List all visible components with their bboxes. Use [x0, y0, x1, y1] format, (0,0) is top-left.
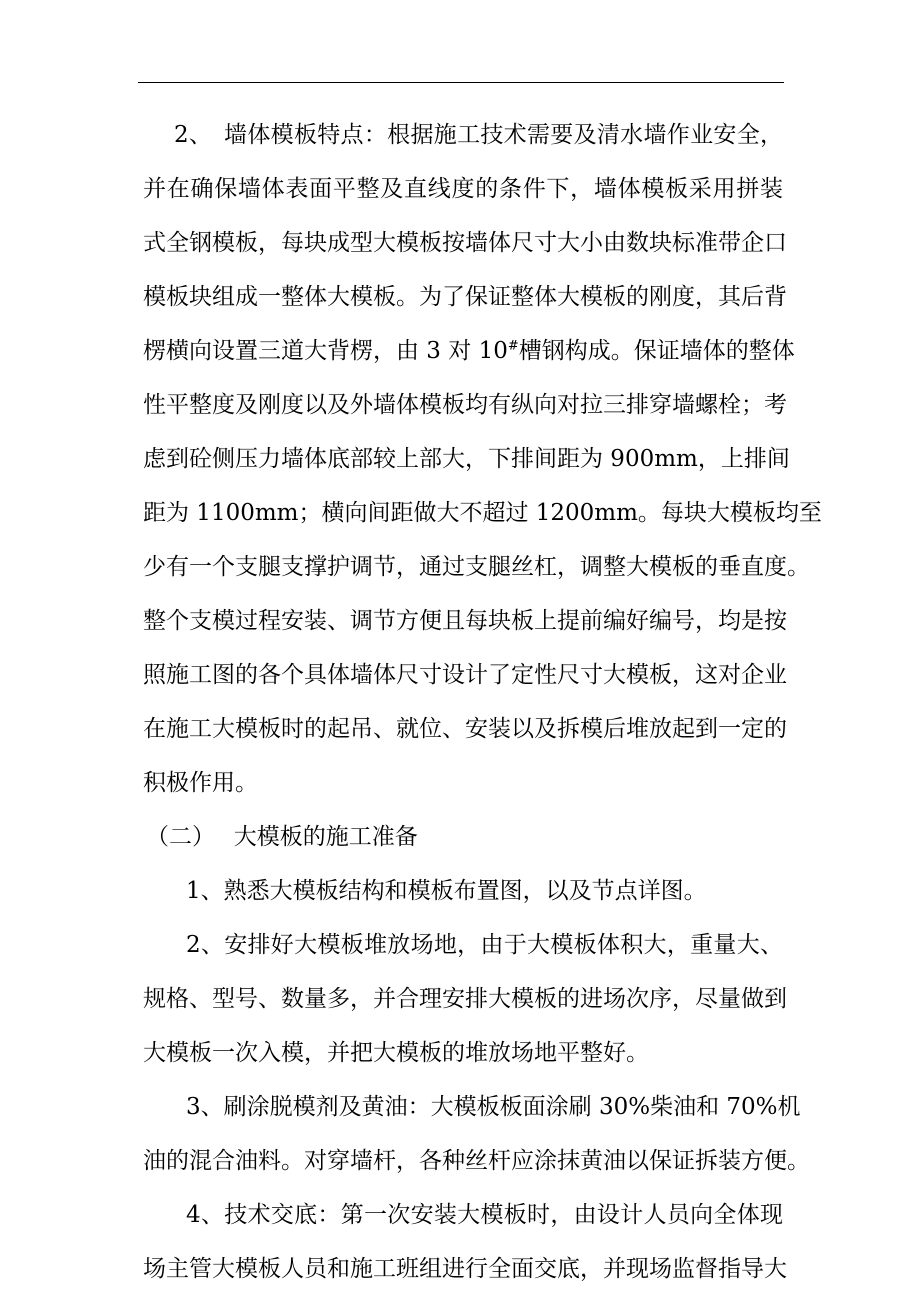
- text-segment: 槽钢构成。保证墙体的整体: [518, 338, 795, 364]
- list-item: 1、熟悉大模板结构和模板布置图，以及节点详图。: [186, 878, 707, 904]
- text-line: 整个支模过程安装、调节方便且每块板上提前编好编号，均是按: [143, 608, 787, 634]
- list-item: 4、技术交底：第一次安装大模板时，由设计人员向全体现: [186, 1202, 783, 1228]
- section-heading: （二） 大模板的施工准备: [146, 824, 418, 850]
- text-line: 2、 墙体模板特点：根据施工技术需要及清水墙作业安全，: [174, 122, 783, 148]
- text-line: 少有一个支腿支撑护调节，通过支腿丝杠，调整大模板的垂直度。: [143, 554, 810, 580]
- text-line: 性平整度及刚度以及外墙体模板均有纵向对拉三排穿墙螺栓；考: [143, 392, 787, 418]
- header-rule: [138, 82, 784, 83]
- superscript-mark: #: [507, 338, 519, 354]
- text-line: 规格、型号、数量多，并合理安排大模板的进场次序，尽量做到: [143, 986, 787, 1012]
- list-item: 3、刷涂脱模剂及黄油：大模板板面涂刷 30%柴油和 70%机: [186, 1094, 801, 1120]
- text-line: 并在确保墙体表面平整及直线度的条件下，墙体模板采用拼装: [143, 176, 783, 202]
- text-line: 大模板一次入模，并把大模板的堆放场地平整好。: [143, 1040, 649, 1066]
- text-line: 积极作用。: [143, 770, 258, 796]
- text-line: 距为 1100mm；横向间距做大不超过 1200mm。每块大模板均至: [143, 500, 822, 526]
- text-line: 场主管大模板人员和施工班组进行全面交底，并现场监督指导大: [143, 1256, 787, 1282]
- text-line-with-superscript: [143, 336, 795, 366]
- text-line: 在施工大模板时的起吊、就位、安装以及拆模后堆放起到一定的: [143, 716, 787, 742]
- list-item: 2、安排好大模板堆放场地，由于大模板体积大，重量大、: [186, 932, 783, 958]
- text-line: 模板块组成一整体大模板。为了保证整体大模板的刚度，其后背: [143, 284, 787, 310]
- text-line: 油的混合油料。对穿墙杆，各种丝杆应涂抹黄油以保证拆装方便。: [143, 1148, 810, 1174]
- text-line: 照施工图的各个具体墙体尺寸设计了定性尺寸大模板，这对企业: [143, 662, 787, 688]
- text-line: 虑到砼侧压力墙体底部较上部大，下排间距为 900mm，上排间: [143, 446, 790, 472]
- text-line: 式全钢模板，每块成型大模板按墙体尺寸大小由数块标准带企口: [143, 230, 787, 256]
- text-segment: 楞横向设置三道大背楞，由 3 对 10: [143, 338, 508, 364]
